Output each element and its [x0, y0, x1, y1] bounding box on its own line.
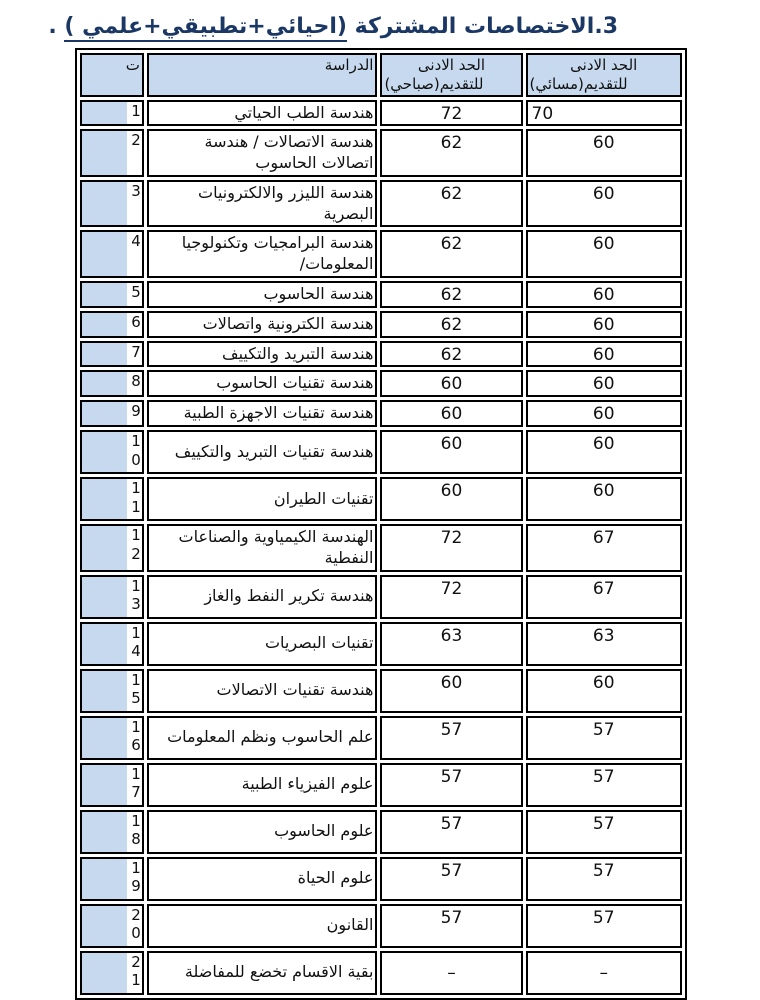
row-number: 7 — [131, 342, 141, 361]
row-number-cell — [80, 100, 144, 127]
row-number-cell — [80, 370, 144, 397]
header-row — [80, 53, 682, 97]
study-cell — [147, 100, 378, 127]
table-row — [80, 430, 682, 474]
table-row — [80, 575, 682, 619]
row-number-cell — [80, 180, 144, 228]
table-row — [80, 400, 682, 427]
study-name: هندسة تقنيات الحاسوب — [216, 373, 374, 393]
study-cell — [147, 230, 378, 278]
table-row — [80, 669, 682, 713]
study-name: علوم الحاسوب — [274, 821, 374, 841]
study-name: بقية الاقسام تخضع للمفاضلة — [184, 962, 374, 982]
row-number: 5 — [131, 283, 141, 302]
row-number-cell — [80, 669, 144, 713]
study-cell — [147, 524, 378, 572]
table-row — [80, 477, 682, 521]
table-row — [80, 857, 682, 901]
morning-min-cell: 57 — [380, 763, 522, 807]
study-name: هندسة الكترونية واتصالات — [202, 313, 374, 333]
row-number: 14 — [131, 623, 141, 661]
study-name: هندسة الاتصالات / هندسة اتصالات الحاسوب — [204, 132, 374, 173]
study-cell — [147, 477, 378, 521]
evening-min-cell: 60 — [526, 230, 683, 278]
header-morning — [380, 53, 522, 97]
table-row — [80, 951, 682, 995]
morning-min-cell: 57 — [380, 904, 522, 948]
study-cell — [147, 430, 378, 474]
study-cell — [147, 575, 378, 619]
study-cell — [147, 810, 378, 854]
table-row — [80, 370, 682, 397]
row-number: 21 — [131, 952, 141, 990]
evening-min-cell: 67 — [526, 524, 683, 572]
row-number-cell — [80, 281, 144, 308]
header-evening-line1: الحد الادنى — [570, 56, 638, 74]
table-row — [80, 716, 682, 760]
study-name: هندسة الليزر والالكترونيات البصرية — [198, 182, 374, 223]
row-number-cell — [80, 622, 144, 666]
page-title-suffix: . — [48, 14, 65, 39]
table-row — [80, 100, 682, 127]
morning-min-cell: – — [380, 951, 522, 995]
row-number: 10 — [131, 432, 141, 469]
study-cell — [147, 904, 378, 948]
study-name: هندسة التبريد والتكييف — [222, 343, 374, 363]
row-number-cell — [80, 430, 144, 474]
evening-min-cell: 57 — [526, 810, 683, 854]
row-number: 9 — [131, 402, 141, 421]
row-number: 17 — [131, 764, 141, 802]
table-row — [80, 763, 682, 807]
page-title-underlined: (احيائي+تطبيقي+علمي ) — [64, 14, 347, 42]
page-title-prefix: 3.الاختصاصات المشتركة — [346, 14, 618, 39]
study-name: تقنيات الطيران — [273, 488, 374, 508]
evening-min-cell: 60 — [526, 669, 683, 713]
evening-min-cell: 57 — [526, 904, 683, 948]
evening-min-cell: 60 — [526, 311, 683, 338]
row-number: 19 — [131, 858, 141, 896]
page-title — [0, 14, 618, 39]
study-name: علوم الفيزياء الطبية — [241, 774, 374, 794]
row-number-cell — [80, 400, 144, 427]
study-cell — [147, 370, 378, 397]
evening-min-cell: 60 — [526, 281, 683, 308]
evening-min-cell: 70 — [526, 100, 683, 127]
row-number-cell — [80, 311, 144, 338]
row-number: 2 — [131, 131, 141, 150]
row-number-cell — [80, 857, 144, 901]
study-name: هندسة الطب الحياتي — [234, 102, 374, 122]
row-number-cell — [80, 575, 144, 619]
row-number-cell — [80, 477, 144, 521]
table-row — [80, 180, 682, 228]
row-number: 16 — [131, 717, 141, 755]
row-number: 1 — [131, 101, 141, 120]
morning-min-cell: 62 — [380, 341, 522, 368]
study-cell — [147, 180, 378, 228]
study-name: علم الحاسوب ونظم المعلومات — [167, 727, 374, 747]
study-name: هندسة تكرير النفط والغاز — [204, 586, 374, 606]
morning-min-cell: 72 — [380, 524, 522, 572]
study-name: الهندسة الكيمياوية والصناعات النفطية — [178, 527, 374, 567]
morning-min-cell: 57 — [380, 716, 522, 760]
study-cell — [147, 281, 378, 308]
morning-min-cell: 62 — [380, 281, 522, 308]
row-number: 13 — [131, 576, 141, 614]
morning-min-cell: 60 — [380, 477, 522, 521]
study-cell — [147, 763, 378, 807]
morning-min-cell: 60 — [380, 669, 522, 713]
evening-min-cell: 60 — [526, 180, 683, 228]
row-number-cell — [80, 129, 144, 177]
row-number: 15 — [131, 670, 141, 708]
study-name: هندسة الحاسوب — [263, 284, 374, 304]
study-name: هندسة البرامجيات وتكنولوجيا المعلومات/ — [181, 233, 374, 274]
table-row — [80, 311, 682, 338]
header-morning-line2: للتقديم(صباحي) — [384, 74, 484, 93]
evening-min-cell: 60 — [526, 430, 683, 474]
row-number-cell — [80, 763, 144, 807]
study-name: القانون — [326, 915, 374, 935]
row-number-cell — [80, 810, 144, 854]
table-row — [80, 622, 682, 666]
table-row — [80, 524, 682, 572]
study-cell — [147, 400, 378, 427]
row-number: 12 — [131, 526, 141, 563]
header-evening-line2: للتقديم(مسائي) — [529, 74, 628, 93]
morning-min-cell: 60 — [380, 400, 522, 427]
evening-min-cell: 60 — [526, 400, 683, 427]
study-name: هندسة تقنيات التبريد والتكييف — [174, 441, 374, 461]
evening-min-cell: 60 — [526, 129, 683, 177]
study-cell — [147, 129, 378, 177]
admissions-table — [75, 48, 687, 1000]
morning-min-cell: 62 — [380, 129, 522, 177]
study-name: علوم الحياة — [297, 868, 374, 888]
header-evening — [526, 53, 683, 97]
row-number: 3 — [131, 181, 141, 200]
study-cell — [147, 716, 378, 760]
evening-min-cell: 60 — [526, 341, 683, 368]
morning-min-cell: 57 — [380, 810, 522, 854]
evening-min-cell: 57 — [526, 763, 683, 807]
table-row — [80, 281, 682, 308]
table-row — [80, 810, 682, 854]
evening-min-cell: 57 — [526, 857, 683, 901]
table-row — [80, 341, 682, 368]
evening-min-cell: 60 — [526, 477, 683, 521]
morning-min-cell: 57 — [380, 857, 522, 901]
row-number-cell — [80, 341, 144, 368]
header-study: الدراسة — [147, 53, 378, 97]
morning-min-cell: 62 — [380, 230, 522, 278]
row-number: 20 — [131, 905, 141, 943]
study-name: هندسة تقنيات الاجهزة الطبية — [183, 403, 374, 423]
table-row — [80, 230, 682, 278]
morning-min-cell: 62 — [380, 311, 522, 338]
row-number: 8 — [131, 372, 141, 391]
study-cell — [147, 857, 378, 901]
morning-min-cell: 60 — [380, 430, 522, 474]
table-header-group — [80, 53, 682, 97]
morning-min-cell: 60 — [380, 370, 522, 397]
table-body — [80, 100, 682, 995]
row-number-cell — [80, 716, 144, 760]
evening-min-cell: 67 — [526, 575, 683, 619]
morning-min-cell: 72 — [380, 575, 522, 619]
header-morning-line1: الحد الادنى — [417, 56, 486, 74]
morning-min-cell: 62 — [380, 180, 522, 228]
study-cell — [147, 622, 378, 666]
evening-min-cell: – — [526, 951, 683, 995]
row-number: 6 — [131, 312, 141, 331]
study-name: هندسة تقنيات الاتصالات — [216, 680, 374, 700]
study-cell — [147, 669, 378, 713]
morning-min-cell: 63 — [380, 622, 522, 666]
row-number: 11 — [131, 479, 141, 516]
table-row — [80, 904, 682, 948]
evening-min-cell: 57 — [526, 716, 683, 760]
study-cell — [147, 951, 378, 995]
row-number-cell — [80, 524, 144, 572]
study-name: تقنيات البصريات — [264, 633, 374, 653]
row-number: 4 — [131, 232, 141, 251]
evening-min-cell: 60 — [526, 370, 683, 397]
evening-min-cell: 63 — [526, 622, 683, 666]
row-number: 18 — [131, 811, 141, 849]
row-number-cell — [80, 951, 144, 995]
study-cell — [147, 341, 378, 368]
morning-min-cell: 72 — [380, 100, 522, 127]
header-num: ت — [80, 53, 144, 97]
row-number-cell — [80, 230, 144, 278]
table-row — [80, 129, 682, 177]
row-number-cell — [80, 904, 144, 948]
study-cell — [147, 311, 378, 338]
